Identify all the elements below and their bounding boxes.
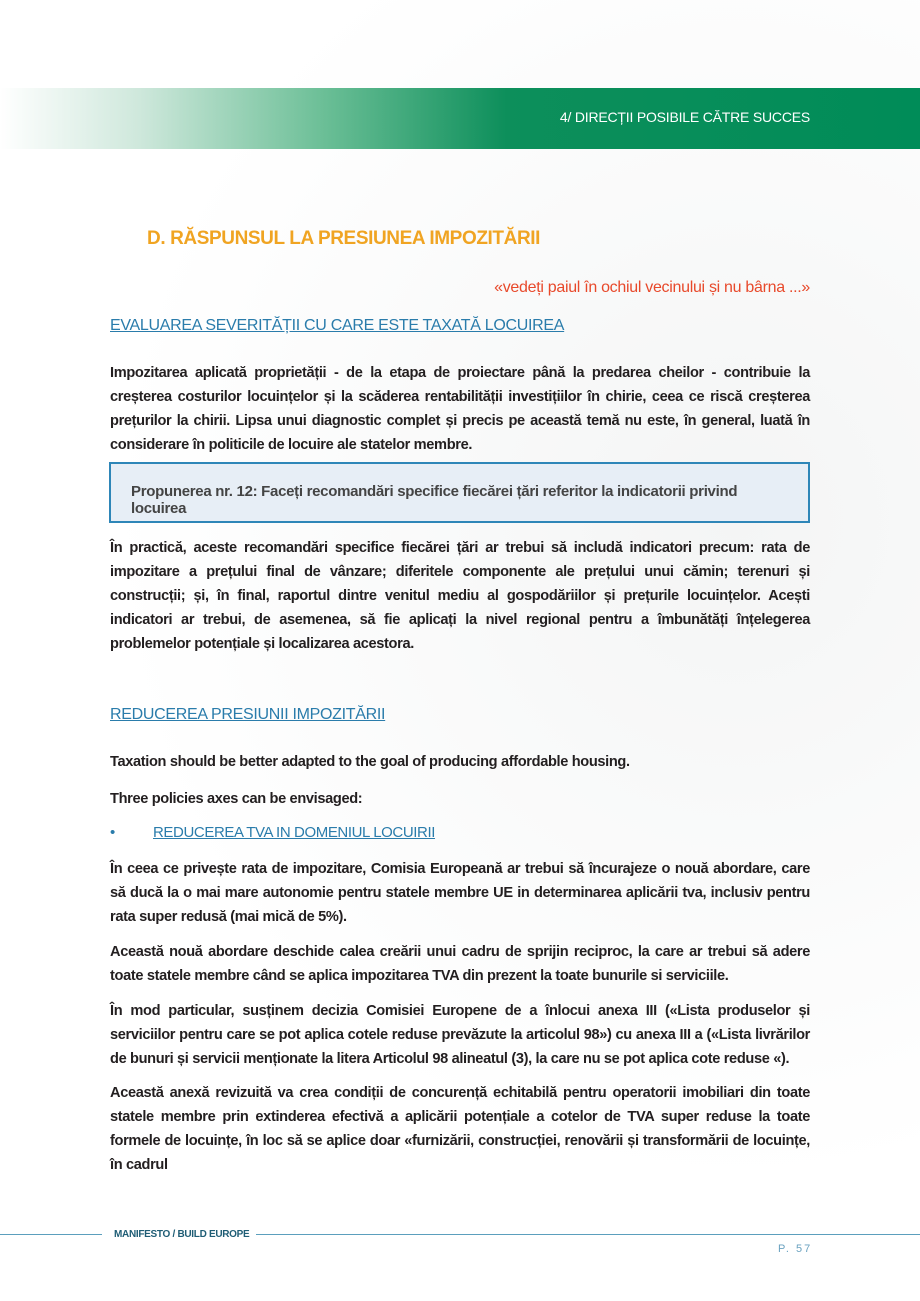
- footer-rule: [0, 1234, 102, 1235]
- section-heading-reduction: REDUCEREA PRESIUNII IMPOZITĂRII: [110, 706, 386, 723]
- epigraph-quote: «vedeți paiul în ochiul vecinului și nu bârna ...»: [494, 279, 810, 296]
- footer-label: MANIFESTO / BUILD EUROPE: [114, 1229, 250, 1240]
- paragraph: Taxation should be better adapted to the goal of producing affordable housing.: [110, 754, 630, 770]
- proposal-box: Propunerea nr. 12: Faceți recomandări specifice fiecărei țări referitor la indicatorii privind locuirea: [109, 462, 810, 523]
- section-header: 4/ DIRECȚII POSIBILE CĂTRE SUCCES: [559, 109, 810, 125]
- bullet-item: [110, 824, 436, 841]
- paragraph: Impozitarea aplicată proprietății - de la etapa de proiectare până la predarea cheilor - contribuie la creșterea costurilor locuințelor și la scăderea rentabilității investițiilor în chirie, ceea ce riscă creșterea prețurilor la chirii. Lipsa unui diagnostic complet și precis pe această temă nu este, în general, luată în considerare în politicile de locuire ale statelor membre.: [110, 365, 810, 453]
- paragraph: În practică, aceste recomandări specifice fiecărei țări ar trebui să includă indicatori precum: rata de impozitare a prețului final de vânzare; diferitele componente ale prețului unui cămin; terenuri și construcții; și, în final, raportul dintre venitul mediu al gospodăriilor și prețurile locuințelor. Acești indicatori ar trebui, de asemenea, să fie aplicați la nivel regional pentru a îmbunătăți înțelegerea problemelor potențiale și localizarea acestora.: [110, 540, 810, 652]
- paragraph: Această nouă abordare deschide calea creării unui cadru de sprijin reciproc, la care ar trebui să adere toate statele membre când se aplica impozitarea TVA din prezent la toate bunurile si serviciile.: [110, 944, 810, 984]
- paragraph: În ceea ce privește rata de impozitare, Comisia Europeană ar trebui să încurajeze o nouă abordare, care să ducă la o mai mare autonomie pentru statele membre UE in determinarea aplicării tva, inclusiv pentru rata super redusă (mai mică de 5%).: [110, 861, 810, 925]
- bullet-label: REDUCEREA TVA IN DOMENIUL LOCUIRII: [153, 824, 436, 841]
- paragraph: În mod particular, susținem decizia Comisiei Europene de a înlocui anexa III («Lista produselor și serviciilor pentru care se pot aplica cotele reduse prevăzute la articolul 98») cu anexa III a («Lista livrărilor de bunuri și servicii menționate la litera Articolul 98 alineatul (3), la care nu se pot aplica cote reduse «).: [110, 1003, 810, 1067]
- paragraph: Această anexă revizuită va crea condiții de concurență echitabilă pentru operatorii imobiliari din toate statele membre prin extinderea efectivă a aplicării potențiale a cotelor de TVA super reduse la toate formele de locuințe, în loc să se aplice doar «furnizării, construcției, renovării și transformării de locuințe, în cadrul: [110, 1085, 810, 1173]
- footer-rule: [256, 1234, 920, 1235]
- section-header-band: [0, 88, 920, 149]
- section-heading-evaluation: EVALUAREA SEVERITĂȚII CU CARE ESTE TAXATĂ LOCUIREA: [110, 317, 565, 334]
- page-title: D. RĂSPUNSUL LA PRESIUNEA IMPOZITĂRII: [147, 228, 541, 249]
- paragraph: Three policies axes can be envisaged:: [110, 791, 363, 807]
- bullet-icon: •: [110, 824, 116, 841]
- page-number: P. 57: [778, 1243, 813, 1255]
